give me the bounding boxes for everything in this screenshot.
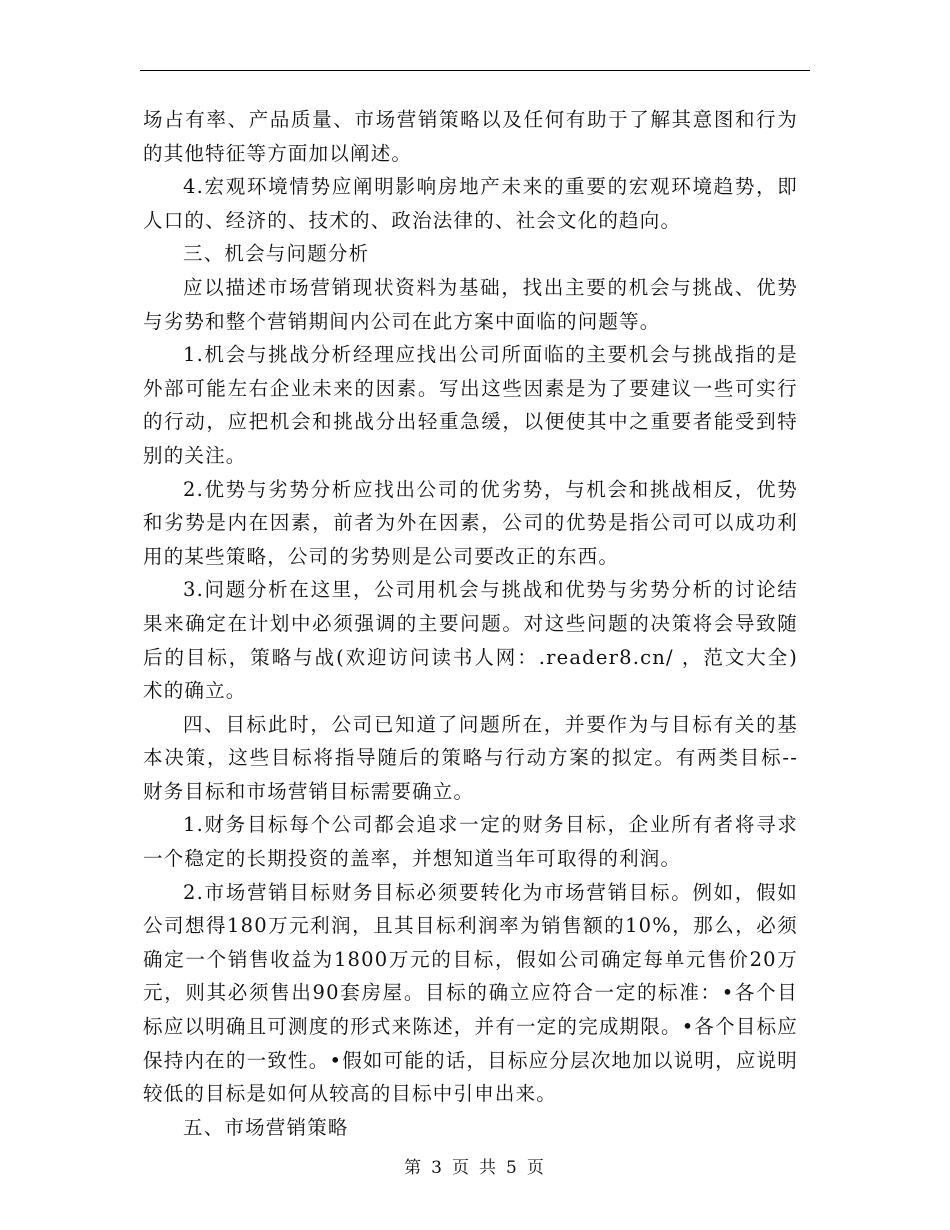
header-rule xyxy=(140,70,810,71)
footer-total-label: 共 xyxy=(479,1158,498,1178)
footer-page-label: 第 xyxy=(404,1158,424,1178)
paragraph: 4.宏观环境情势应阐明影响房地产未来的重要的宏观环境趋势，即人口的、经济的、技术的、政治法律的、社会文化的趋向。 xyxy=(143,175,798,232)
paragraph: 四、目标此时，公司已知道了问题所在，并要作为与目标有关的基本决策，这些目标将指导随后的策略与行动方案的拟定。有两类目标--财务目标和市场营销目标需要确立。 xyxy=(143,712,798,803)
section-heading: 三、机会与问题分析 xyxy=(183,242,370,266)
footer-page-unit: 页 xyxy=(452,1158,471,1178)
section-heading: 五、市场营销策略 xyxy=(183,1115,349,1139)
paragraph: 2.市场营销目标财务目标必须要转化为市场营销目标。例如，假如公司想得180万元利润，且其目标利润率为销售额的10%，那么，必须确定一个销售收益为1800万元的目标，假如公司确定每单元售价20万元，则其必须售出90套房屋。目标的确立应符合一定的标准：•各个目标应以明确且可测度的形式来陈述，并有一定的完成期限。•各个目标应保持内在的一致性。•假如可能的话，目标应分层次地加以说明，应说明较低的目标是如何从较高的目标中引申出来。 xyxy=(143,880,798,1106)
paragraph: 2.优势与劣势分析应找出公司的优劣势，与机会和挑战相反，优势和劣势是内在因素，前者为外在因素，公司的优势是指公司可以成功利用的某些策略，公司的劣势则是公司要改正的东西。 xyxy=(143,477,798,568)
total-page-count: 5 xyxy=(506,1158,519,1178)
paragraph: 应以描述市场营销现状资料为基础，找出主要的机会与挑战、优势与劣势和整个营销期间内公司在此方案中面临的问题等。 xyxy=(143,275,798,333)
paragraph: 场占有率、产品质量、市场营销策略以及任何有助于了解其意图和行为的其他特征等方面加以阐述。 xyxy=(143,108,798,165)
document-body xyxy=(143,103,798,1144)
current-page-number: 3 xyxy=(431,1158,444,1178)
footer-total-unit: 页 xyxy=(526,1158,546,1178)
paragraph: 1.机会与挑战分析经理应找出公司所面临的主要机会与挑战指的是外部可能左右企业未来的因素。写出这些因素是为了要建议一些可实行的行动，应把机会和挑战分出轻重急缓，以便使其中之重要者能受到特别的关注。 xyxy=(143,343,798,467)
page-footer xyxy=(0,1153,950,1178)
paragraph: 1.财务目标每个公司都会追求一定的财务目标，企业所有者将寻求一个稳定的长期投资的盖率，并想知道当年可取得的利润。 xyxy=(143,813,798,871)
paragraph: 3.问题分析在这里，公司用机会与挑战和优势与劣势分析的讨论结果来确定在计划中必须强调的主要问题。对这些问题的决策将会导致随后的目标，策略与战(欢迎访问读书人网：.reader8.cn/ ，范文大全)术的确立。 xyxy=(143,578,798,703)
